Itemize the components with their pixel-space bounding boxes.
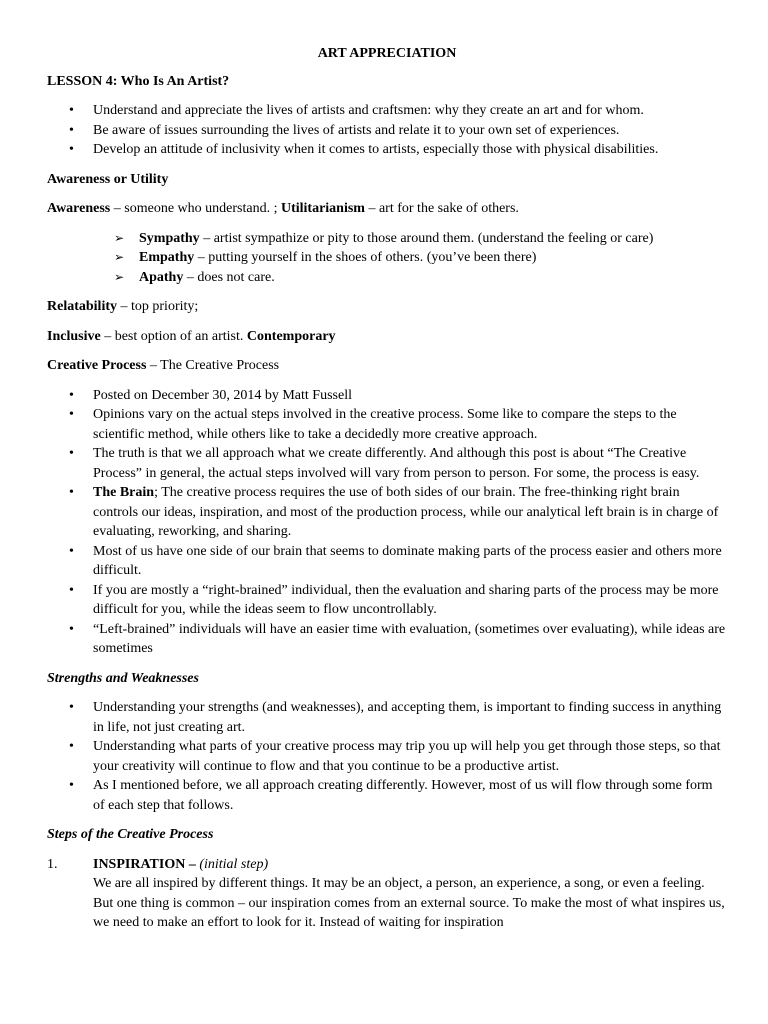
- utilitarianism-term: Utilitarianism: [280, 201, 365, 216]
- list-item: • Develop an attitude of inclusivity when it comes to artists, especially those with physical disabilities.: [47, 140, 727, 160]
- contemporary-term: Contemporary: [246, 328, 336, 344]
- list-item: • The truth is that we all approach what we create differently. And although this post is about “The Creative Process” in general, the actual steps involved will vary from person to person. For some, the process is easy.: [47, 444, 727, 483]
- objectives-list: [47, 101, 727, 160]
- step-title: INSPIRATION: [93, 856, 186, 872]
- process-list: [47, 386, 727, 659]
- list-item: • Understanding what parts of your creative process may trip you up will help you get through those steps, so that your creativity will continue to flow and that you continue to be a productive artist.: [47, 737, 727, 776]
- step-note: (initial step): [199, 856, 269, 872]
- brain-term: The Brain: [93, 485, 155, 500]
- list-item: • Understanding your strengths (and weaknesses), and accepting them, is important to finding success in anything in life, not just creating art.: [47, 698, 727, 737]
- document-title: ART APPRECIATION: [317, 46, 457, 61]
- step-number: 1.: [47, 856, 58, 872]
- strengths-heading: Strengths and Weaknesses: [47, 670, 199, 686]
- list-item: • Posted on December 30, 2014 by Matt Fussell: [47, 386, 727, 406]
- inclusive-term: Inclusive: [47, 328, 101, 344]
- sympathy-term: Sympathy: [139, 230, 200, 246]
- apathy-term: Apathy: [139, 269, 184, 285]
- step-dash: –: [185, 856, 200, 872]
- feelings-list: [47, 229, 727, 288]
- list-item: • “Left-brained” individuals will have an easier time with evaluation, (sometimes over evaluating), while ideas are sometimes: [47, 620, 727, 659]
- list-item: [47, 268, 727, 288]
- list-item: [47, 483, 727, 542]
- list-item: • Be aware of issues surrounding the lives of artists and relate it to your own set of experiences.: [47, 121, 727, 141]
- awareness-term: Awareness: [47, 201, 111, 216]
- creative-process-text: – The Creative Process: [146, 358, 280, 373]
- list-item: [47, 248, 727, 268]
- utilitarianism-text: – art for the sake of others.: [364, 201, 519, 216]
- empathy-term: Empathy: [139, 250, 195, 265]
- awareness-heading: Awareness or Utility: [47, 171, 169, 187]
- strengths-list: [47, 698, 727, 815]
- inclusive-definition: [47, 327, 727, 347]
- list-item: • Opinions vary on the actual steps involved in the creative process. Some like to compare the steps to the scientific method, while others like to take a decidedly more creative approach.: [47, 405, 727, 444]
- step-body: We are all inspired by different things. It may be an object, a person, an experience, a song, or even a feeling. But one thing is common – our inspiration comes from an external source. To make the most of what inspires us, we need to make an effort to look for it. Instead of waiting for inspiration: [93, 876, 725, 930]
- empathy-text: – putting yourself in the shoes of others. (you’ve been there): [194, 250, 537, 265]
- list-item: [47, 229, 727, 249]
- awareness-definition: [47, 199, 727, 219]
- document-page: [47, 44, 727, 933]
- relatability-text: – top priority;: [117, 299, 199, 314]
- creative-process-term: Creative Process: [47, 358, 147, 373]
- inclusive-text: – best option of an artist.: [100, 328, 247, 344]
- steps-heading: Steps of the Creative Process: [47, 827, 214, 842]
- creative-process-definition: [47, 356, 727, 376]
- lesson-heading: LESSON 4: Who Is An Artist?: [47, 73, 230, 89]
- list-item: • If you are mostly a “right-brained” individual, then the evaluation and sharing parts of the process may be more difficult for you, while the ideas seem to flow uncontrollably.: [47, 581, 727, 620]
- step-heading: [93, 855, 727, 875]
- apathy-text: – does not care.: [183, 269, 275, 285]
- list-item: • Most of us have one side of our brain that seems to dominate making parts of the process easier and others more difficult.: [47, 542, 727, 581]
- list-item: • Understand and appreciate the lives of artists and craftsmen: why they create an art and for whom.: [47, 101, 727, 121]
- list-item: [47, 855, 727, 933]
- list-item: • As I mentioned before, we all approach creating differently. However, most of us will flow through some form of each step that follows.: [47, 776, 727, 815]
- brain-text: ; The creative process requires the use of both sides of our brain. The free-thinking right brain controls our ideas, inspiration, and most of the production process, while our analytical left brain is in charge of evaluating, reworking, and sharing.: [93, 485, 719, 539]
- steps-list: [47, 855, 727, 933]
- sympathy-text: – artist sympathize or pity to those around them. (understand the feeling or care): [199, 230, 654, 246]
- awareness-text: – someone who understand. ;: [110, 201, 281, 216]
- relatability-term: Relatability: [47, 299, 117, 314]
- relatability-definition: [47, 297, 727, 317]
